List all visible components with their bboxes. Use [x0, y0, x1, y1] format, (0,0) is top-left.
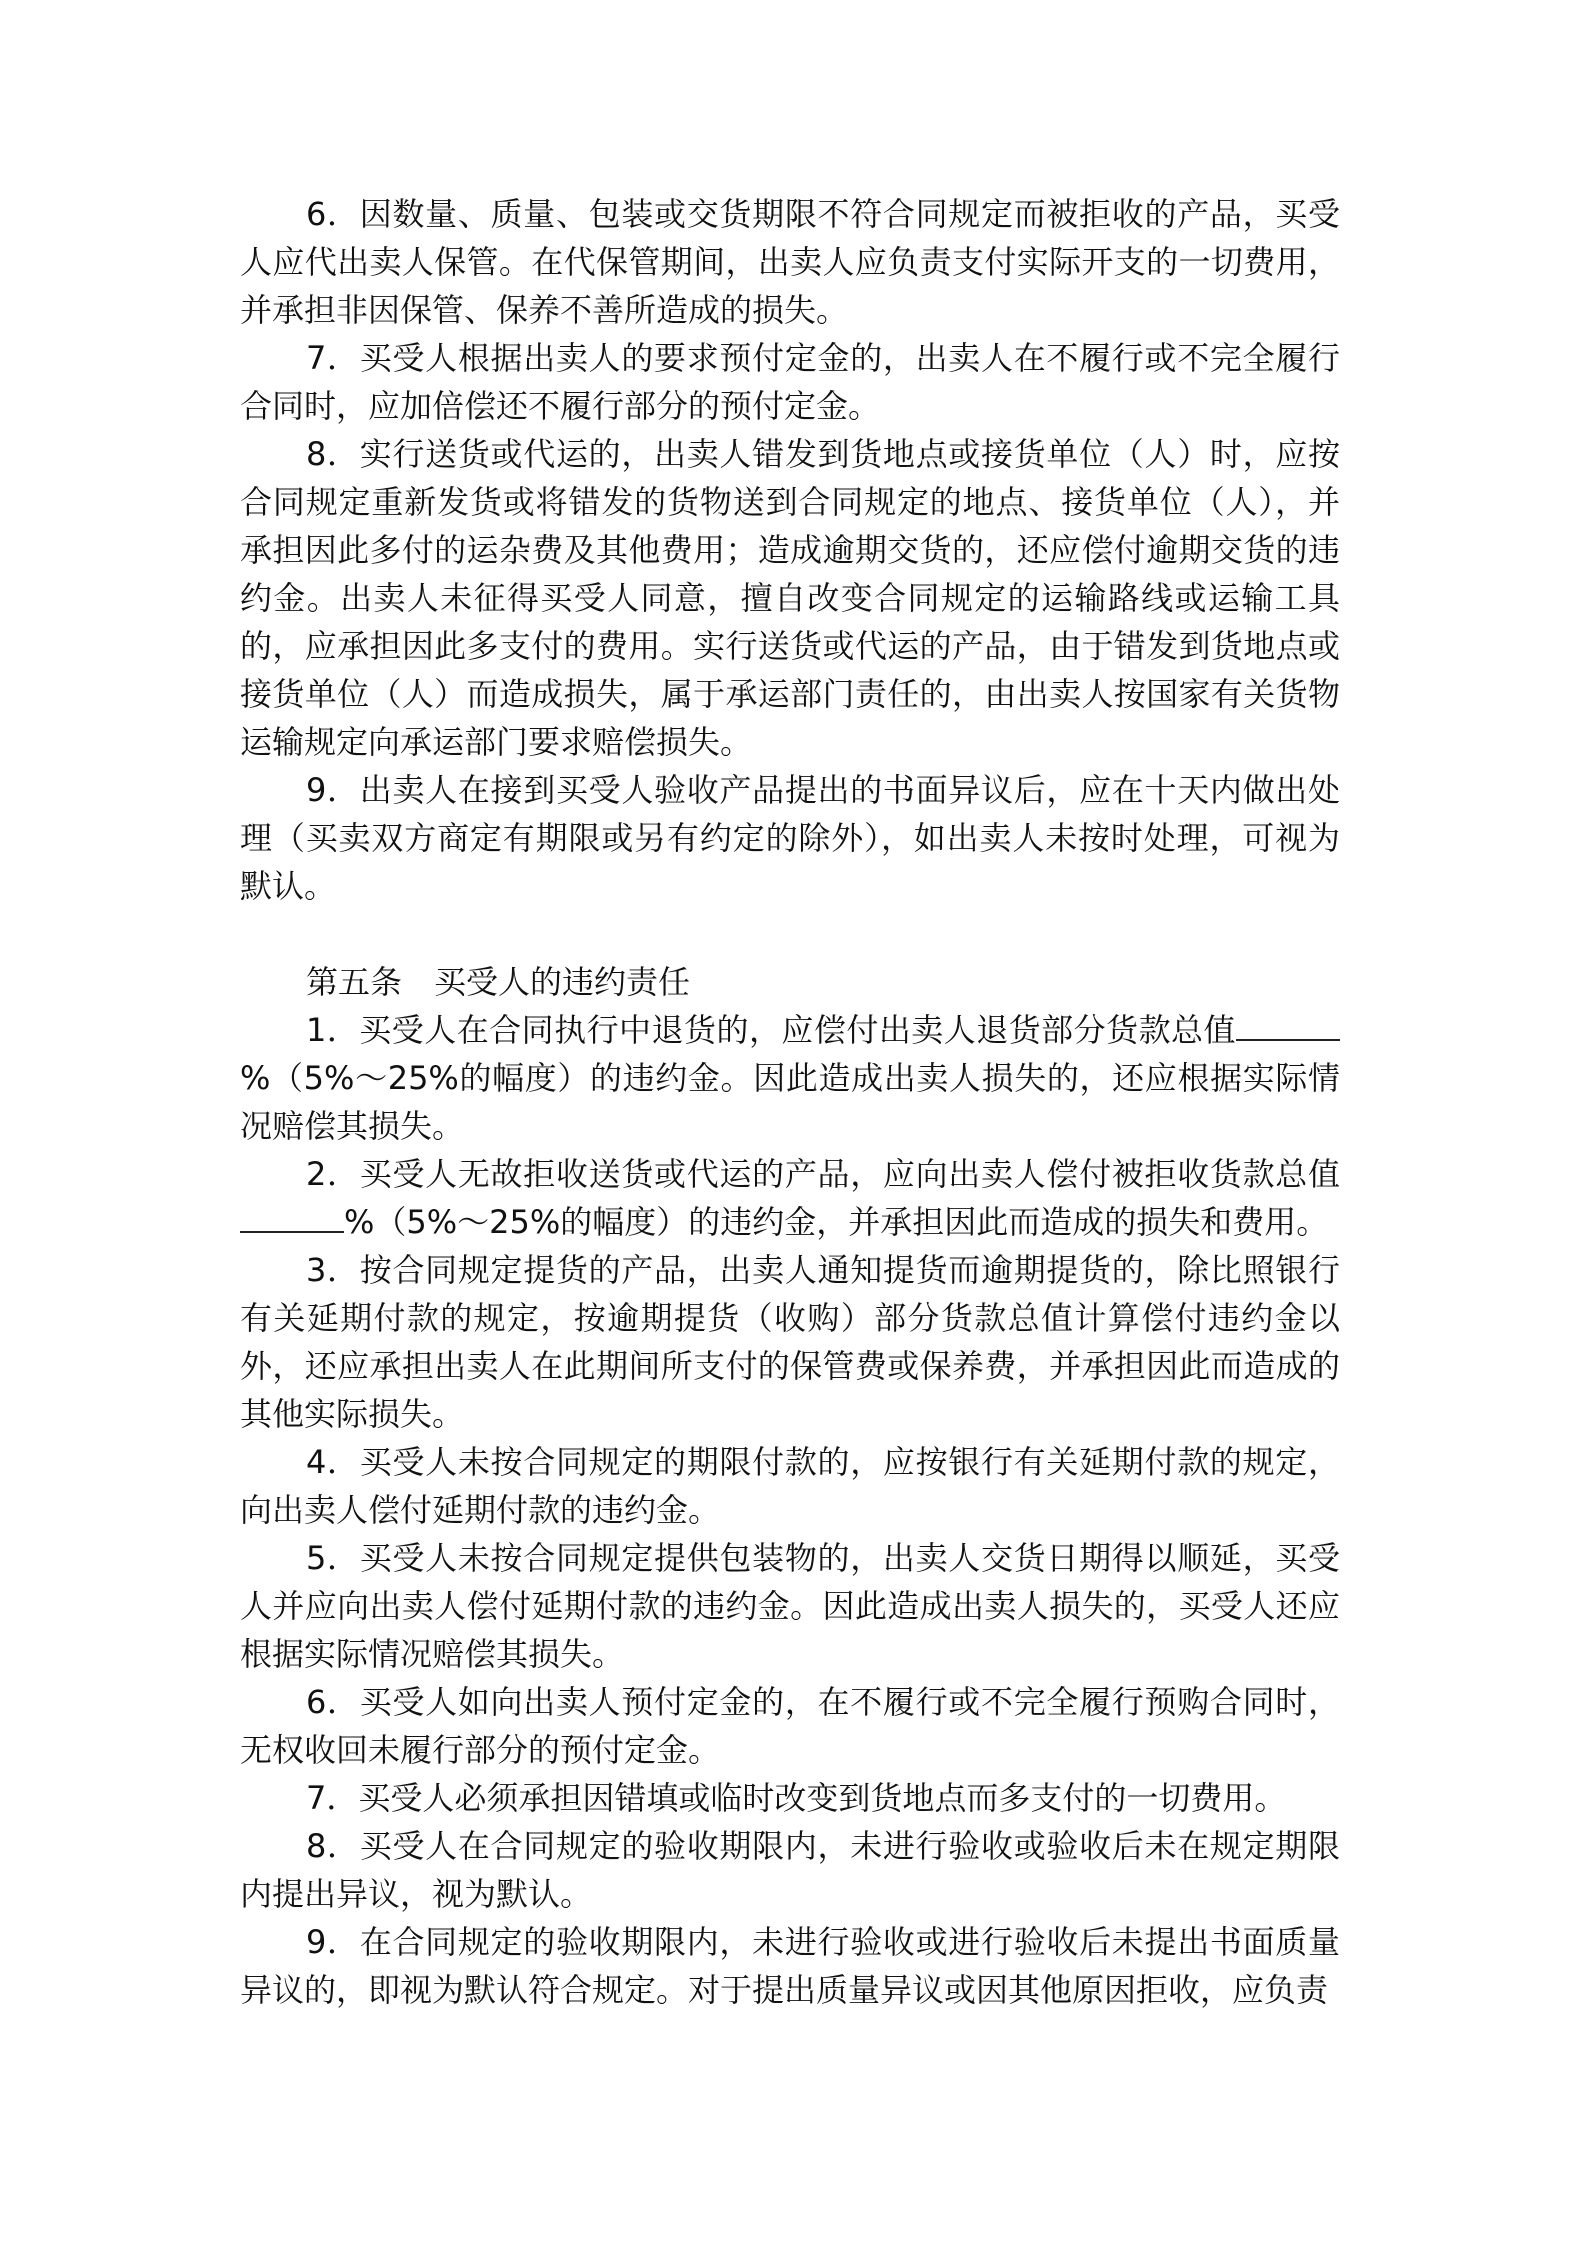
buyer-clause-2-text-b: %（5%～25%的幅度）的违约金，并承担因此而造成的损失和费用。: [344, 1203, 1329, 1241]
buyer-clause-3: 3．按合同规定提货的产品，出卖人通知提货而逾期提货的，除比照银行有关延期付款的规定，按逾期提货（收购）部分货款总值计算偿付违约金以外，还应承担出卖人在此期间所支付的保管费或保养费，并承担因此而造成的其他实际损失。: [240, 1251, 1340, 1433]
buyer-clause-4: 4．买受人未按合同规定的期限付款的，应按银行有关延期付款的规定，向出卖人偿付延期付款的违约金。: [240, 1443, 1340, 1529]
buyer-clause-1-text-a: 1．买受人在合同执行中退货的，应偿付出卖人退货部分货款总值: [306, 1011, 1236, 1049]
buyer-clause-8: 8．买受人在合同规定的验收期限内，未进行验收或验收后未在规定期限内提出异议，视为默认。: [240, 1827, 1340, 1913]
section-spacer: [240, 910, 1340, 958]
fill-in-blank-percent-2[interactable]: [240, 1201, 344, 1233]
buyer-clause-5: 5．买受人未按合同规定提供包装物的，出卖人交货日期得以顺延，买受人并应向出卖人偿付延期付款的违约金。因此造成出卖人损失的，买受人还应根据实际情况赔偿其损失。: [240, 1539, 1340, 1673]
seller-clause-9: 9．出卖人在接到买受人验收产品提出的书面异议后，应在十天内做出处理（买卖双方商定有期限或另有约定的除外），如出卖人未按时处理，可视为默认。: [240, 771, 1340, 905]
seller-clause-7: 7．买受人根据出卖人的要求预付定金的，出卖人在不履行或不完全履行合同时，应加倍偿还不履行部分的预付定金。: [240, 339, 1340, 425]
seller-clause-6: 6．因数量、质量、包装或交货期限不符合同规定而被拒收的产品，买受人应代出卖人保管。在代保管期间，出卖人应负责支付实际开支的一切费用，并承担非因保管、保养不善所造成的损失。: [240, 195, 1340, 329]
buyer-clause-2-text-a: 2．买受人无故拒收送货或代运的产品，应向出卖人偿付被拒收货款总值: [306, 1155, 1340, 1193]
buyer-clause-2: [240, 1150, 1340, 1246]
seller-clause-8: 8．实行送货或代运的，出卖人错发到货地点或接货单位（人）时，应按合同规定重新发货或将错发的货物送到合同规定的地点、接货单位（人），并承担因此多付的运杂费及其他费用；造成逾期交货的，还应偿付逾期交货的违约金。出卖人未征得买受人同意，擅自改变合同规定的运输路线或运输工具的，应承担因此多支付的费用。实行送货或代运的产品，由于错发到货地点或接货单位（人）而造成损失，属于承运部门责任的，由出卖人按国家有关货物运输规定向承运部门要求赔偿损失。: [240, 435, 1340, 761]
section-heading-article-5: 第五条 买受人的违约责任: [306, 963, 691, 1001]
buyer-clause-1-text-b: %（5%～25%的幅度）的违约金。因此造成出卖人损失的，还应根据实际情况赔偿其损失。: [240, 1059, 1340, 1145]
contract-body: [240, 190, 1340, 2014]
buyer-clause-1: [240, 1006, 1340, 1150]
buyer-clause-6: 6．买受人如向出卖人预付定金的，在不履行或不完全履行预购合同时，无权收回未履行部分的预付定金。: [240, 1683, 1340, 1769]
buyer-clause-7: 7．买受人必须承担因错填或临时改变到货地点而多支付的一切费用。: [306, 1779, 1287, 1817]
buyer-clause-9: 9．在合同规定的验收期限内，未进行验收或进行验收后未提出书面质量异议的，即视为默认符合规定。对于提出质量异议或因其他原因拒收，应负责: [240, 1923, 1340, 2009]
fill-in-blank-percent-1[interactable]: [1236, 1009, 1340, 1041]
